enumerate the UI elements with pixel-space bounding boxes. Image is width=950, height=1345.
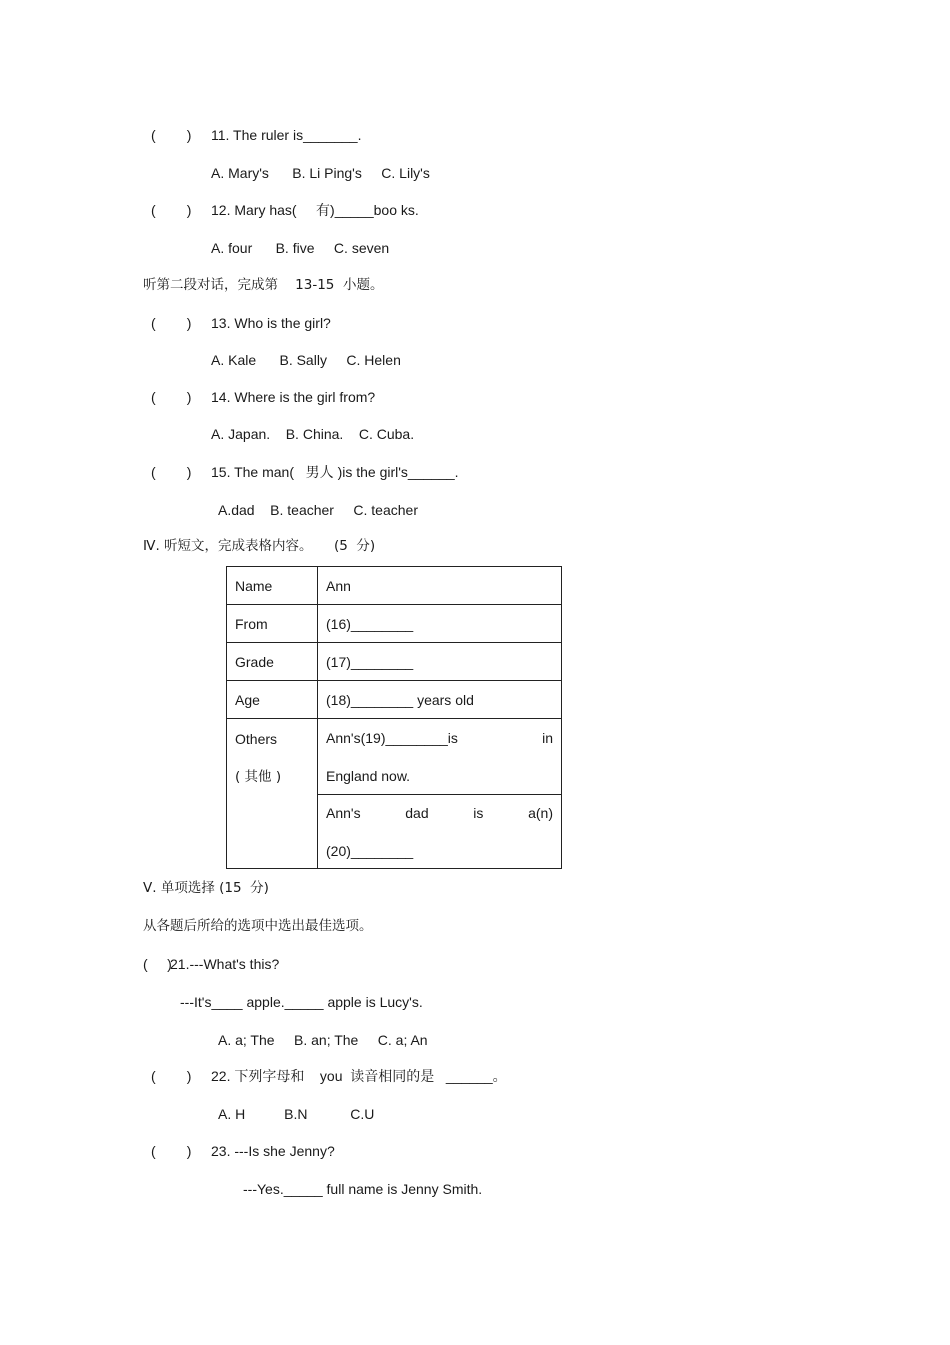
options-14: A. Japan. B. China. C. Cuba. [211,426,415,442]
others1-line2: England now. [326,767,411,784]
options-12: A. four B. five C. seven [211,240,390,256]
table-row [227,719,562,795]
answer-paren-22: ( ) [151,1068,192,1084]
question-23: 23. ---Is she Jenny? [211,1143,335,1159]
answer-paren-21: ( ) [143,956,172,972]
table-row [227,567,562,605]
name-label: Name [227,567,318,605]
section5-instruction: 从各题后所给的选项中选出最佳选项。 [143,918,373,934]
others1-word: Ann's(19)________is [326,729,458,746]
grade-value: (17)________ [318,643,562,681]
question-11: 11. The ruler is_______. [211,127,362,143]
answer-paren-23: ( ) [151,1143,192,1159]
section-dialog2-heading: 听第二段对话，完成第 13-15 小题。 [143,277,384,293]
others-label-cn: ( 其他 ) [235,769,282,785]
question-21: 21.---What's this? [170,956,280,972]
answer-paren-14: ( ) [151,389,192,405]
others2-word: Ann's [326,804,361,821]
section5-heading: Ⅴ. 单项选择 (15 分) [143,880,269,896]
name-value: Ann [318,567,562,605]
others1-word: in [542,729,553,746]
others2-word: a(n) [528,804,553,821]
age-value: (18)________ years old [318,681,562,719]
table-row [227,605,562,643]
options-13: A. Kale B. Sally C. Helen [211,352,401,368]
question-23-line2: ---Yes._____ full name is Jenny Smith. [243,1181,483,1197]
table-row [227,681,562,719]
section4-heading: Ⅳ. 听短文，完成表格内容。 (5 分) [143,538,376,554]
others2-word: is [473,804,484,821]
answer-paren-11: ( ) [151,127,192,143]
question-12: 12. Mary has( 有)_____boo ks. [211,202,419,218]
others2-line2: (20)________ [326,842,414,859]
options-15: A.dad B. teacher C. teacher [218,502,418,518]
age-label: Age [227,681,318,719]
options-21: A. a; The B. an; The C. a; An [218,1032,428,1048]
options-22: A. H B.N C.U [218,1106,375,1122]
from-value: (16)________ [318,605,562,643]
question-15: 15. The man( 男人 )is the girl's______. [211,464,459,480]
question-13: 13. Who is the girl? [211,315,331,331]
question-14: 14. Where is the girl from? [211,389,376,405]
grade-label: Grade [227,643,318,681]
others-value-1 [318,719,562,795]
question-21-line2: ---It's____ apple._____ apple is Lucy's. [180,994,423,1010]
others-label: Others [235,731,278,747]
answer-paren-12: ( ) [151,202,192,218]
answer-paren-13: ( ) [151,315,192,331]
others2-word: dad [405,804,429,821]
from-label: From [227,605,318,643]
others-label-cell [227,719,318,869]
answer-paren-15: ( ) [151,464,192,480]
question-22: 22. 下列字母和 you 读音相同的是 ______。 [211,1068,507,1084]
table-row [227,643,562,681]
info-table [226,566,562,869]
options-11: A. Mary's B. Li Ping's C. Lily's [211,165,430,181]
others-value-2 [318,795,562,869]
